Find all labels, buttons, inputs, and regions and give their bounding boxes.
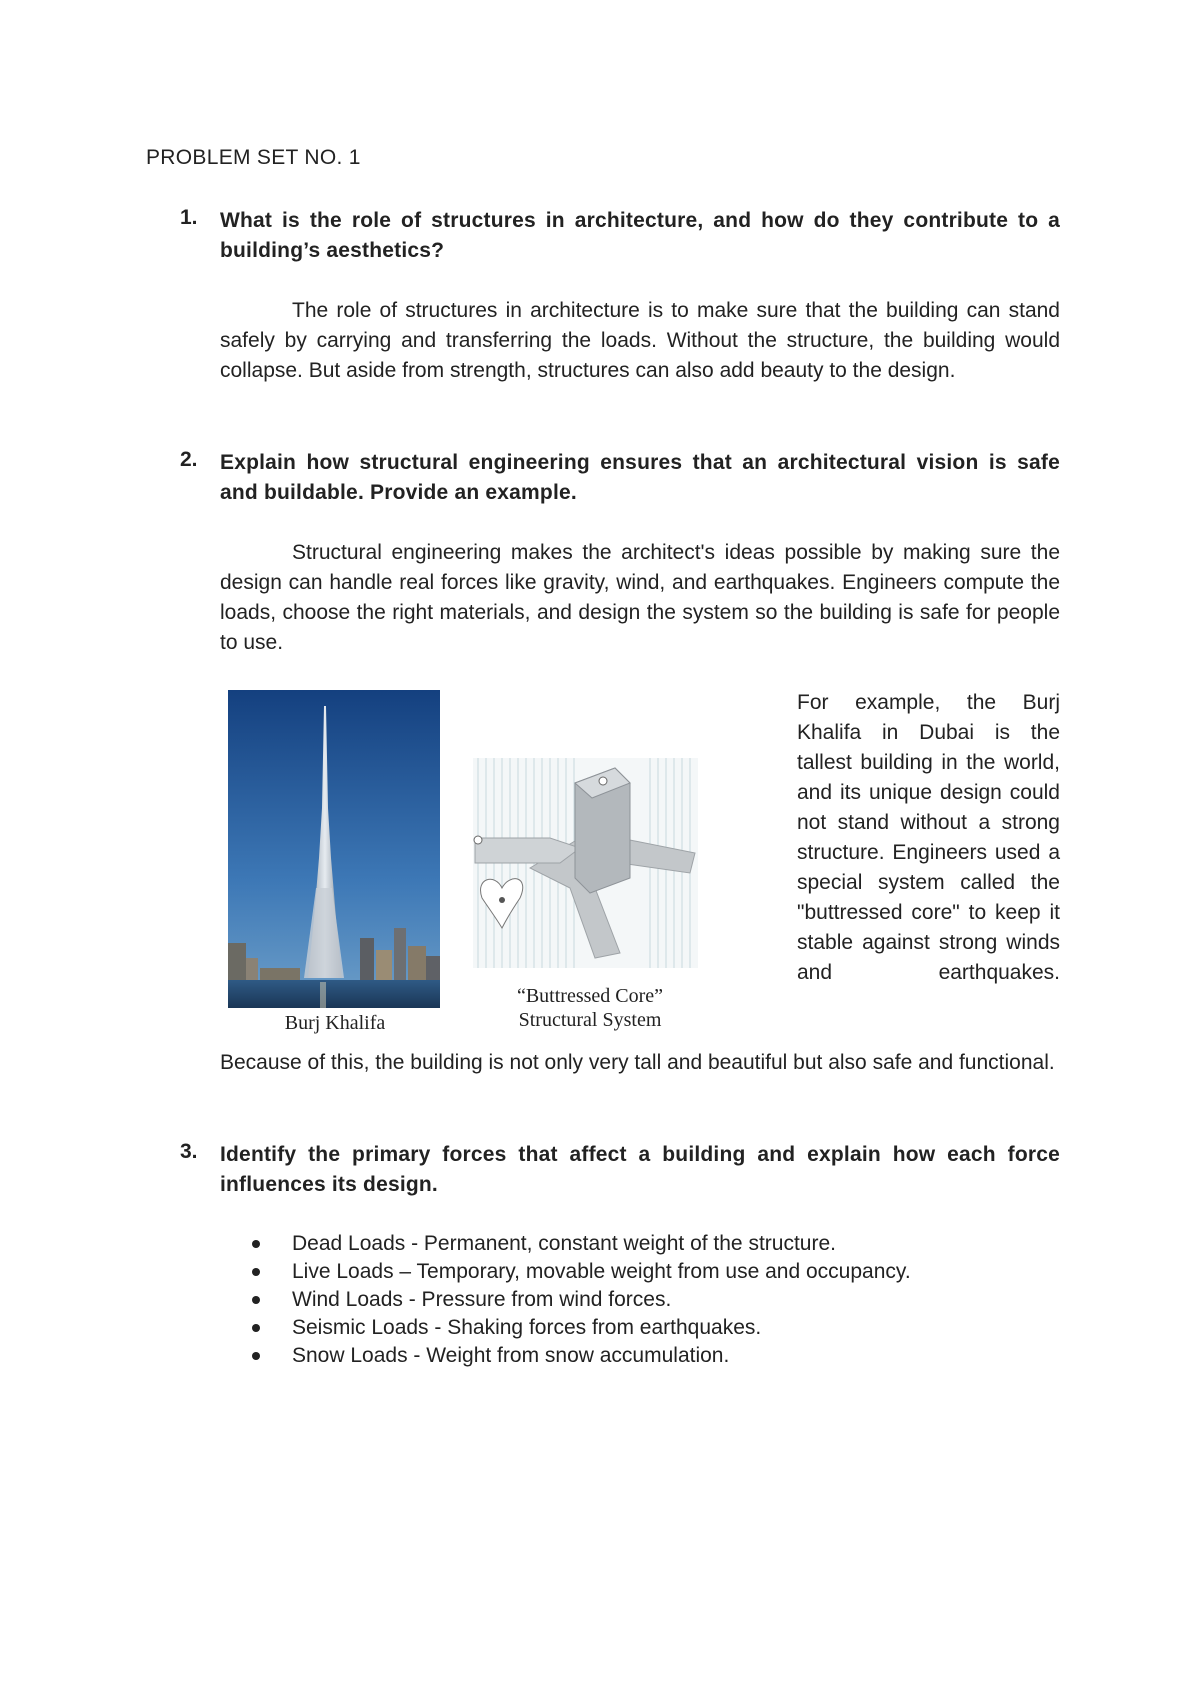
diagram-caption <box>470 984 710 1032</box>
answer-1-text: The role of structures in architecture is to make sure that the building can stand safely by carrying and transferring the loads. Without the structure, the building would collapse. But aside from strength, structures can also add beauty to the design. <box>220 299 1060 382</box>
buttressed-core-diagram <box>473 758 698 968</box>
question-2 <box>180 448 1060 508</box>
bullet-icon <box>252 1268 260 1276</box>
forces-list <box>250 1230 1070 1370</box>
list-item: Dead Loads - Permanent, constant weight of the structure. <box>250 1230 1070 1258</box>
bullet-icon <box>252 1296 260 1304</box>
question-2-text: Explain how structural engineering ensures that an architectural vision is safe and buildable. Provide an example. <box>220 451 1060 504</box>
bullet-icon <box>252 1352 260 1360</box>
list-item: Seismic Loads - Shaking forces from earthquakes. <box>250 1314 1070 1342</box>
answer-2 <box>220 538 1060 658</box>
question-1-number: 1. <box>180 206 198 229</box>
question-3 <box>180 1140 1060 1200</box>
burj-khalifa-photo <box>228 690 440 1008</box>
question-1-text: What is the role of structures in architecture, and how do they contribute to a building’s aesthetics? <box>220 209 1060 262</box>
figure <box>220 688 800 1038</box>
diagram-caption-line-1: “Buttressed Core” <box>516 985 664 1007</box>
question-2-number: 2. <box>180 448 198 471</box>
question-3-number: 3. <box>180 1140 198 1163</box>
list-item: Wind Loads - Pressure from wind forces. <box>250 1286 1070 1314</box>
bullet-icon <box>252 1324 260 1332</box>
photo-caption: Burj Khalifa <box>284 1012 386 1034</box>
page-heading: PROBLEM SET NO. 1 <box>146 146 361 169</box>
bullet-icon <box>252 1240 260 1248</box>
diagram-caption-line-2: Structural System <box>518 1009 662 1031</box>
question-1 <box>180 206 1060 266</box>
list-item: Live Loads – Temporary, movable weight from use and occupancy. <box>250 1258 1070 1286</box>
example-continuation: Because of this, the building is not only very tall and beautiful but also safe and functional. <box>220 1051 1055 1074</box>
example-side-text: For example, the Burj Khalifa in Dubai is the tallest building in the world, and its unique design could not stand without a strong structure. Engineers used a special system called the "buttressed core" to keep it stable against strong winds and earthquakes. <box>797 691 1060 984</box>
list-item: Snow Loads - Weight from snow accumulation. <box>250 1342 1070 1370</box>
question-3-text: Identify the primary forces that affect a building and explain how each force influences its design. <box>220 1143 1060 1196</box>
answer-1 <box>220 296 1060 386</box>
answer-2-text: Structural engineering makes the architect's ideas possible by making sure the design can handle real forces like gravity, wind, and earthquakes. Engineers compute the loads, choose the right materials, and design the system so the building is safe for people to use. <box>220 541 1060 654</box>
